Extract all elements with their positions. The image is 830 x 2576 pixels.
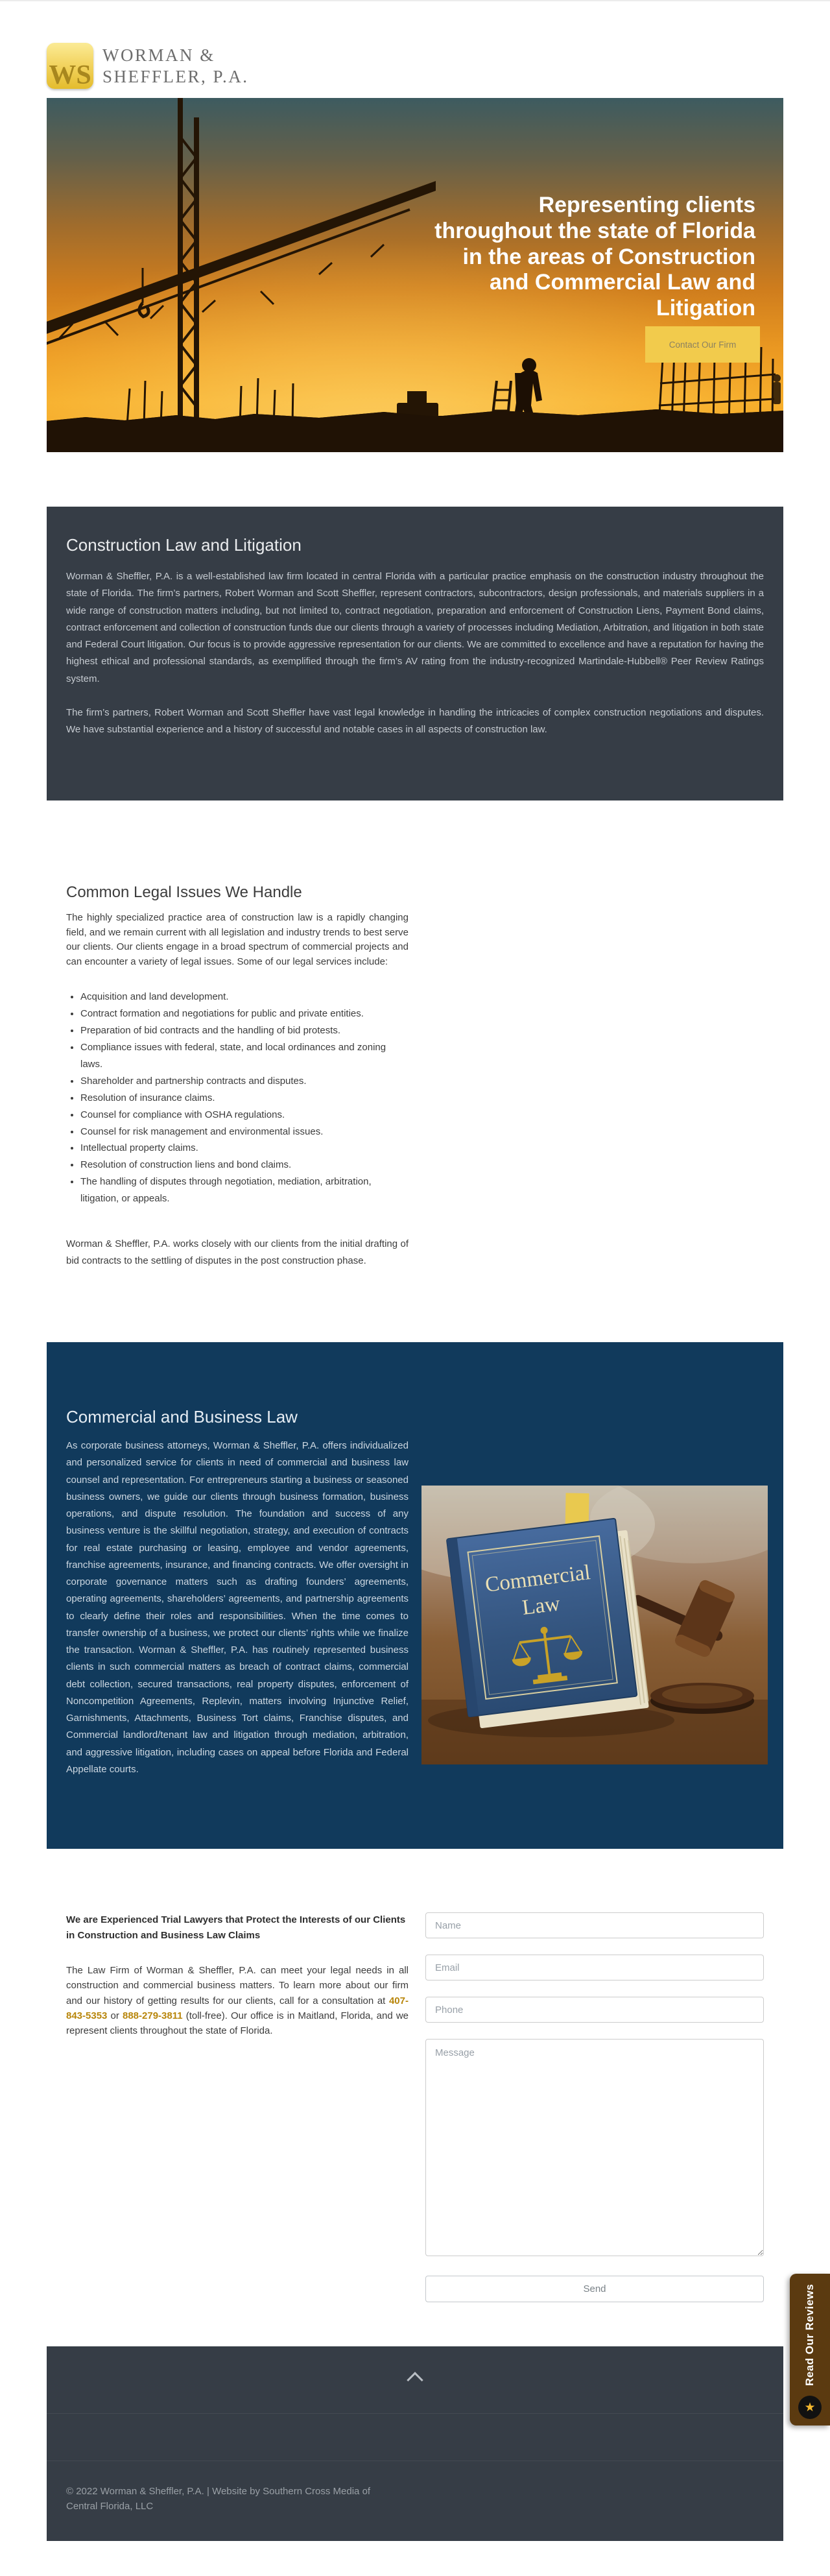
phone-link-local[interactable]: 407-843-5353	[66, 1995, 409, 2021]
construction-law-section	[47, 507, 783, 800]
legal-service-item: • Counsel for compliance with OSHA regulations.	[80, 1107, 409, 1124]
contact-intro-column	[66, 1912, 409, 2302]
email-field[interactable]	[425, 1955, 764, 1980]
commercial-section-title: Commercial and Business Law	[66, 1407, 298, 1427]
commercial-law-section	[47, 1342, 783, 1849]
legal-service-item: • Preparation of bid contracts and the handling of bid protests.	[80, 1022, 409, 1039]
commercial-law-book-image	[421, 1486, 768, 1764]
page-column	[47, 1, 783, 2541]
contact-paragraph	[66, 1963, 409, 2038]
firm-name	[102, 45, 249, 88]
contact-text: The Law Firm of Worman & Sheffler, P.A. can meet your legal needs in all construction and commercial business matters. To learn more about our firm and our history of getting results for our clients, call for a consultation at	[66, 1965, 409, 2006]
legal-service-item: • Intellectual property claims.	[80, 1140, 409, 1157]
firm-logo[interactable]: WS	[47, 43, 93, 89]
read-our-reviews-tab[interactable]	[790, 2274, 830, 2426]
hero-heading	[302, 193, 755, 322]
firm-name-line1: WORMAN &	[102, 45, 215, 65]
site-header	[47, 1, 783, 98]
hero-heading-line: and Commercial Law and	[490, 270, 755, 295]
hero-heading-line: in the areas of Construction	[462, 244, 755, 269]
legal-issues-title: Common Legal Issues We Handle	[66, 884, 302, 901]
send-button[interactable]: Send	[425, 2276, 764, 2302]
construction-section-title: Construction Law and Litigation	[66, 535, 302, 555]
construction-paragraph-2: The firm’s partners, Robert Worman and Scott Sheffler have vast legal knowledge in handling the intricacies of complex construction negotiations and disputes. We have substantial experience and a history of successful and notable cases in all aspects of construction law.	[66, 706, 764, 735]
contact-form	[425, 1912, 764, 2302]
message-field[interactable]	[425, 2039, 764, 2256]
book-cover-title-line2: Law	[521, 1592, 562, 1620]
contact-our-firm-button[interactable]: Contact Our Firm	[645, 326, 760, 363]
book-cover-title-line1: Commercial	[484, 1561, 592, 1597]
firm-name-line2: SHEFFLER, P.A.	[102, 66, 249, 86]
contact-section	[47, 1912, 783, 2302]
site-footer	[47, 2346, 783, 2541]
footer-divider	[47, 2413, 783, 2414]
legal-issues-intro: The highly specialized practice area of construction law is a rapidly changing field, and we remain current with all legislation and industry trends to best serve our clients. Our clients engage in a broad spectrum of commercial projects and can encounter a variety of legal issues. Some of our legal services include:	[66, 912, 409, 967]
legal-issues-outro: Worman & Sheffler, P.A. works closely with our clients from the initial drafting of bid contracts to the settling of disputes in the post construction phase.	[66, 1238, 409, 1267]
legal-service-item: • The handling of disputes through negotiation, mediation, arbitration, litigation, or appeals.	[80, 1174, 409, 1207]
legal-service-item: • Compliance issues with federal, state, and local ordinances and zoning laws.	[80, 1039, 409, 1073]
hero-banner	[47, 98, 783, 452]
construction-paragraph-1: Worman & Sheffler, P.A. is a well-established law firm located in central Florida with a particular practice emphasis on the construction industry throughout the state of Florida. The firm’s partners, Robert Worman and Scott Sheffler, represent contractors, subcontractors, design professionals, and materials suppliers in a wide range of construction matters including, but not limited to, contract negotiation, preparation and enforcement of Construction Liens, Payment Bond claims, contract enforcement and collection of construction funds due our clients through a variety of processes including Mediation, Arbitration, and litigation in both state and Federal Court litigation. Our focus is to provide aggressive representation for our clients. We are committed to excellence and have a reputation for having the highest ethical and professional standards, as exemplified through the firm’s AV rating from the industry-recognized Martindale-Hubbell® Peer Review Ratings system.	[66, 571, 764, 684]
name-field[interactable]	[425, 1912, 764, 1938]
hero-heading-line: Representing clients	[538, 193, 755, 217]
legal-service-item: • Resolution of construction liens and bond claims.	[80, 1157, 409, 1174]
contact-text: (toll-free). Our office is in Maitland, Florida, and we represent clients throughout the state of Florida.	[66, 2010, 409, 2037]
copyright-text: © 2022 Worman & Sheffler, P.A. | Website by Southern Cross Media of Central Florida, LLC	[66, 2486, 371, 2512]
legal-issues-section	[66, 884, 409, 1270]
legal-service-item: • Contract formation and negotiations for public and private entities.	[80, 1005, 409, 1022]
legal-service-item: • Shareholder and partnership contracts and disputes.	[80, 1073, 409, 1090]
chevron-up-icon	[407, 2372, 423, 2388]
contact-text: or	[107, 2010, 123, 2021]
commercial-paragraph: As corporate business attorneys, Worman & Sheffler, P.A. offers individualized and personalized service for clients in need of commercial and business law counsel and representation. For entrepreneurs starting a business or seasoned business owners, we guide our clients through business formation, business operations, and dispute resolution. The foundation and success of any business venture is the skillful negotiation, strategy, and execution of contracts for real estate purchasing or leasing, employee and vendor agreements, franchise agreements, insurance, and financing contracts. We offer oversight in corporate governance matters such as drafting founders’ agreements, operating agreements, shareholders’ agreements, and partnership agreements to clearly define their roles and responsibilities. When the time comes to transfer ownership of a business, we protect our clients’ rights while we finalize the transaction. Worman & Sheffler, P.A. has routinely represented business clients in such commercial matters as breach of contract claims, commercial debt collection, secured transactions, real property disputes, enforcement of Noncompetition Agreements, Replevin, matters involving Injunctive Relief, Garnishments, Attachments, Business Tort claims, Franchise disputes, and Commercial landlord/tenant law and litigation through mediation, arbitration, and aggressive litigation, including cases on appeal before Florida and Federal Appellate courts.	[66, 1440, 409, 1775]
star-icon: ★	[798, 2396, 822, 2419]
legal-service-item: • Acquisition and land development.	[80, 989, 409, 1005]
phone-link-tollfree[interactable]: 888-279-3811	[122, 2010, 183, 2021]
hero-heading-line: Litigation	[656, 296, 755, 321]
legal-service-item: • Counsel for risk management and environmental issues.	[80, 1124, 409, 1140]
hero-heading-line: throughout the state of Florida	[434, 218, 755, 243]
contact-heading: We are Experienced Trial Lawyers that Protect the Interests of our Clients in Construction and Business Law Claims	[66, 1914, 406, 1942]
legal-services-list	[66, 989, 409, 1207]
reviews-tab-label: Read Our Reviews	[803, 2283, 816, 2386]
back-to-top-button[interactable]	[401, 2370, 429, 2387]
phone-field[interactable]	[425, 1997, 764, 2023]
legal-service-item: • Resolution of insurance claims.	[80, 1090, 409, 1107]
